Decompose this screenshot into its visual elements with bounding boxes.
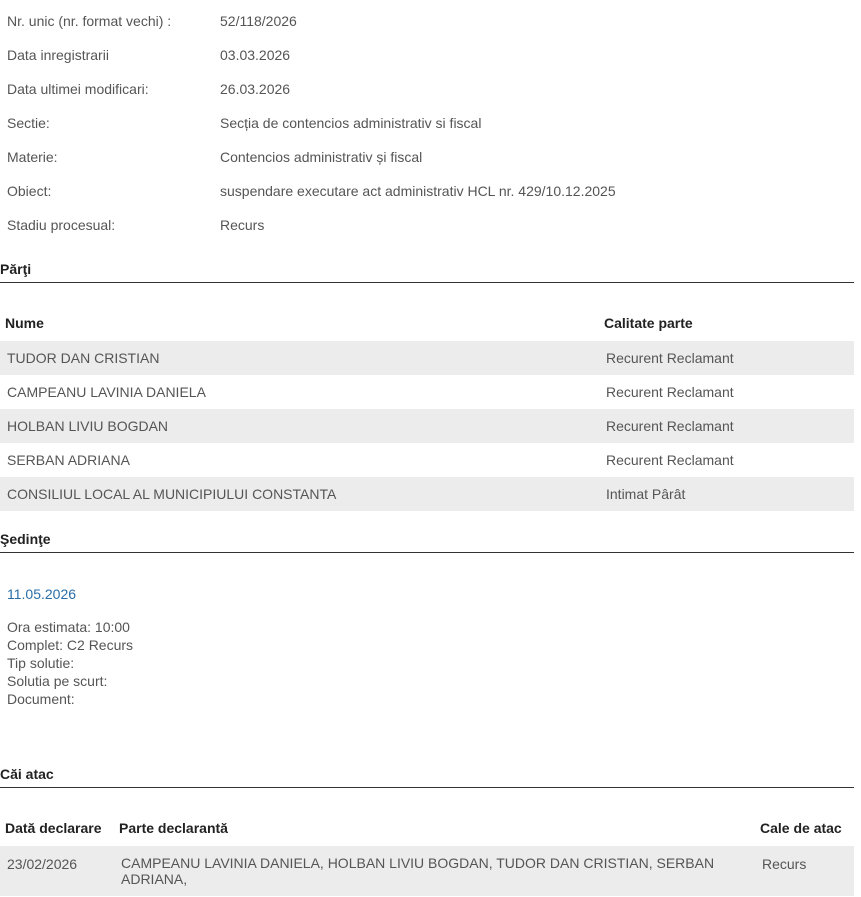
party-role: Recurent Reclamant xyxy=(606,350,734,366)
info-value: Secția de contencios administrativ si fiscal xyxy=(220,115,482,131)
cai-atac-table-header xyxy=(0,811,854,845)
table-row xyxy=(0,443,854,477)
table-row xyxy=(0,341,854,375)
hearing-document: Document: xyxy=(7,691,75,707)
party-role: Intimat Pârât xyxy=(606,486,686,502)
parti-table-body xyxy=(0,341,854,511)
appeal-party: CAMPEANU LAVINIA DANIELA, HOLBAN LIVIU BOGDAN, TUDOR DAN CRISTIAN, SERBAN ADRIANA, xyxy=(121,855,715,887)
info-value: 26.03.2026 xyxy=(220,81,291,97)
party-name: TUDOR DAN CRISTIAN xyxy=(7,350,160,366)
table-row xyxy=(0,375,854,409)
info-value: 03.03.2026 xyxy=(220,47,291,63)
appeal-type: Recurs xyxy=(762,856,807,872)
parti-table-header xyxy=(0,306,854,340)
info-value: Contencios administrativ și fiscal xyxy=(220,149,423,165)
section-title-cai-atac: Căi atac xyxy=(0,766,54,782)
info-row-data-inregistrarii xyxy=(0,34,861,68)
column-header-parte-declaranta: Parte declarantă xyxy=(119,820,228,836)
column-header-nume: Nume xyxy=(5,315,44,331)
section-divider xyxy=(0,552,854,553)
info-row-materie xyxy=(0,136,861,170)
info-row-sectie xyxy=(0,102,861,136)
case-info-table xyxy=(0,0,861,238)
party-name: SERBAN ADRIANA xyxy=(7,452,130,468)
info-value: 52/118/2026 xyxy=(220,13,297,29)
info-label: Data ultimei modificari: xyxy=(7,81,149,97)
hearing-ora: Ora estimata: 10:00 xyxy=(7,619,130,635)
hearing-date-link[interactable]: 11.05.2026 xyxy=(7,586,77,602)
info-row-obiect xyxy=(0,170,861,204)
section-divider xyxy=(0,787,854,788)
section-title-parti: Părţi xyxy=(0,261,32,277)
info-value: suspendare executare act administrativ HCL nr. 429/10.12.2025 xyxy=(220,183,616,199)
section-title-sedinte: Şedinţe xyxy=(0,531,51,547)
info-row-data-modificari xyxy=(0,68,861,102)
party-name: HOLBAN LIVIU BOGDAN xyxy=(7,418,169,434)
info-label: Stadiu procesual: xyxy=(7,217,116,233)
party-name: CAMPEANU LAVINIA DANIELA xyxy=(7,384,206,400)
info-label: Data inregistrarii xyxy=(7,47,109,63)
table-row xyxy=(0,409,854,443)
party-role: Recurent Reclamant xyxy=(606,384,734,400)
info-value: Recurs xyxy=(220,217,265,233)
table-row xyxy=(0,846,854,896)
hearing-complet: Complet: C2 Recurs xyxy=(7,637,134,653)
info-label: Materie: xyxy=(7,149,58,165)
party-role: Recurent Reclamant xyxy=(606,452,734,468)
column-header-cale-atac: Cale de atac xyxy=(760,820,842,836)
hearing-solutia: Solutia pe scurt: xyxy=(7,673,108,689)
party-role: Recurent Reclamant xyxy=(606,418,734,434)
info-label: Sectie: xyxy=(7,115,50,131)
table-row xyxy=(0,477,854,511)
info-label: Nr. unic (nr. format vechi) : xyxy=(7,13,172,29)
info-row-stadiu xyxy=(0,204,861,238)
info-label: Obiect: xyxy=(7,183,52,199)
party-name: CONSILIUL LOCAL AL MUNICIPIULUI CONSTANTA xyxy=(7,486,337,502)
section-divider xyxy=(0,282,854,283)
info-row-nr-unic xyxy=(0,0,861,34)
appeal-date: 23/02/2026 xyxy=(7,856,78,872)
column-header-calitate: Calitate parte xyxy=(604,315,693,331)
column-header-data-declarare: Dată declarare xyxy=(5,820,102,836)
hearing-details xyxy=(7,618,133,708)
hearing-tip-solutie: Tip solutie: xyxy=(7,655,75,671)
